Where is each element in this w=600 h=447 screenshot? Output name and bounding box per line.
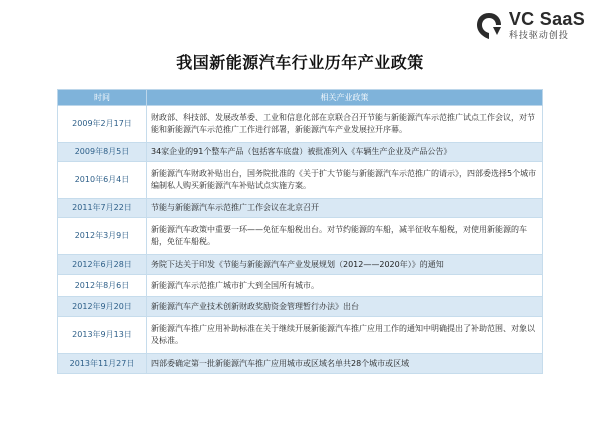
row-year: 2011年7月22日 — [58, 199, 147, 218]
table-header-row — [58, 90, 543, 106]
row-policy: 新能源汽车推广应用补助标准在关于继续开展新能源汽车推广应用工作的通知中明确提出了补助范围、对象以及标准。 — [147, 317, 543, 354]
table-row — [58, 297, 543, 317]
brand-slogan: 科技驱动创投 — [508, 31, 569, 41]
table-row — [58, 162, 543, 199]
table-row — [58, 354, 543, 374]
row-year: 2010年6月4日 — [58, 162, 147, 199]
row-year: 2013年11月27日 — [58, 354, 147, 374]
row-policy: 务院下达关于印发《节能与新能源汽车产业发展规划（2012——2020年）》的通知 — [147, 255, 543, 275]
vc-saas-logo-icon — [475, 11, 503, 41]
row-year: 2013年9月13日 — [58, 317, 147, 354]
row-year: 2009年2月17日 — [58, 106, 147, 143]
row-policy: 新能源汽车产业技术创新财政奖励资金管理暂行办法》出台 — [147, 297, 543, 317]
table-row — [58, 255, 543, 275]
row-policy: 新能源汽车财政补贴出台，国务院批准的《关于扩大节能与新能源汽车示范推广的请示》，四部委选择5个城市编制私人购买新能源汽车补贴试点实施方案。 — [147, 162, 543, 199]
table-row — [58, 199, 543, 218]
brand-logo — [475, 8, 585, 44]
row-year: 2012年3月9日 — [58, 218, 147, 255]
row-policy: 34家企业的91个整车产品（包括客车底盘）被批准列入《车辆生产企业及产品公告》 — [147, 143, 543, 162]
table-row — [58, 275, 543, 297]
row-policy: 节能与新能源汽车示范推广工作会议在北京召开 — [147, 199, 543, 218]
table-row — [58, 218, 543, 255]
row-year: 2012年6月28日 — [58, 255, 147, 275]
row-policy: 财政部、科技部、发展改革委、工业和信息化部在京联合召开节能与新能源汽车示范推广试点工作会议，对节能和新能源汽车示范推广工作进行部署，新能源汽车产业发展拉开序幕。 — [147, 106, 543, 143]
table-row — [58, 317, 543, 354]
row-year: 2009年8月5日 — [58, 143, 147, 162]
page-title: 我国新能源汽车行业历年产业政策 — [176, 53, 424, 72]
row-year: 2012年9月20日 — [58, 297, 147, 317]
column-header-policy: 相关产业政策 — [147, 90, 543, 106]
policy-table — [57, 89, 543, 374]
row-policy: 四部委确定第一批新能源汽车推广应用城市或区域名单共28个城市或区域 — [147, 354, 543, 374]
row-policy: 新能源汽车政策中重要一环——免征车船税出台。对节约能源的车船，减半征收车船税，对使用新能源的车船，免征车船税。 — [147, 218, 543, 255]
table-row — [58, 106, 543, 143]
brand-name: VC SaaS — [508, 9, 585, 29]
row-policy: 新能源汽车示范推广城市扩大到全国所有城市。 — [147, 275, 543, 297]
row-year: 2012年8月6日 — [58, 275, 147, 297]
column-header-time: 时间 — [58, 90, 147, 106]
table-row — [58, 143, 543, 162]
